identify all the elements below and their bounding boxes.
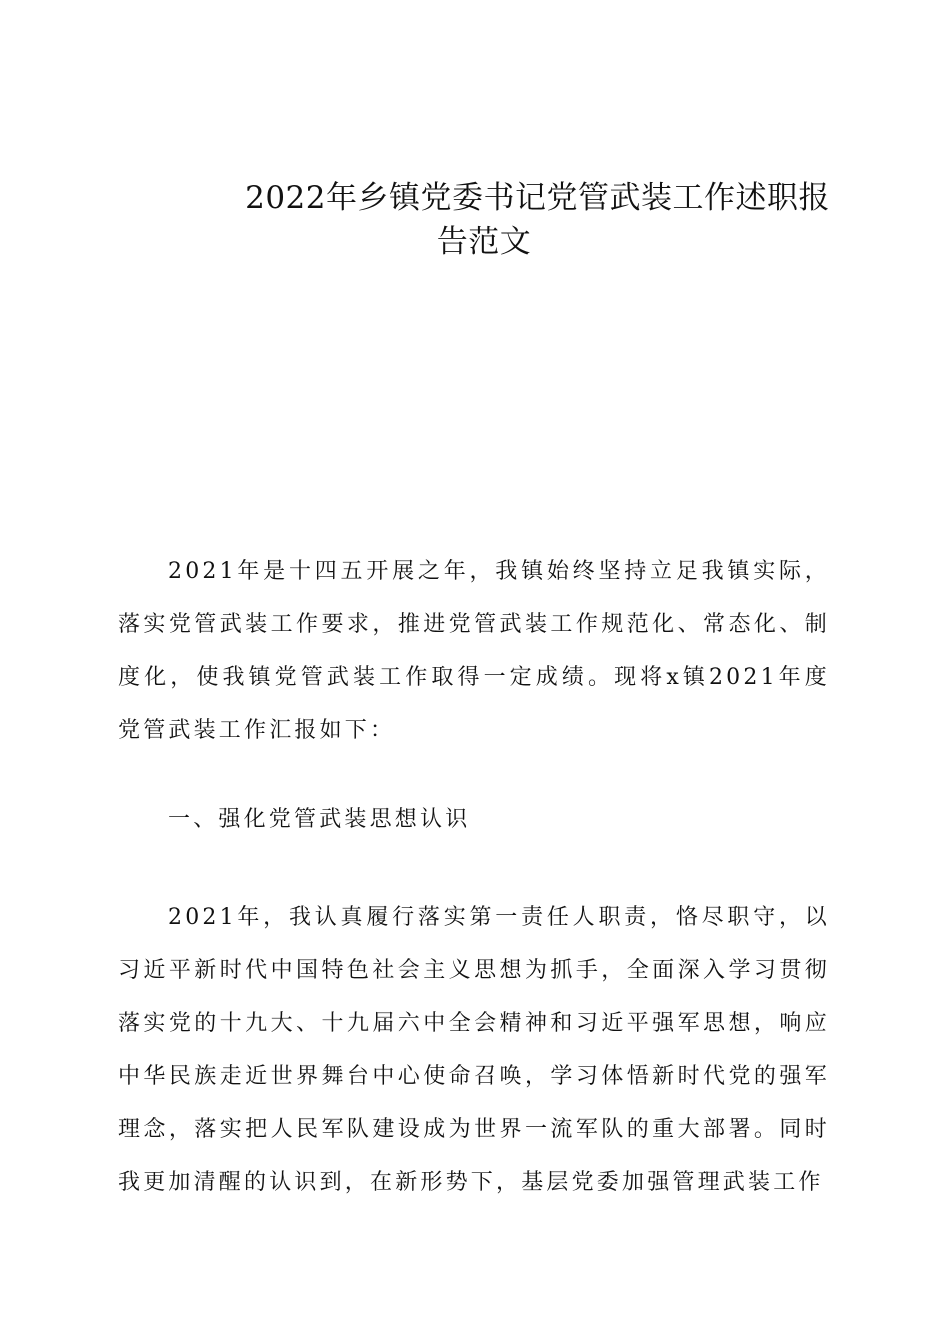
section-heading-1: 一、强化党管武装思想认识: [168, 807, 471, 832]
paragraph-intro: 2021年是十四五开展之年，我镇始终坚持立足我镇实际，落实党管武装工作要求，推进党管武装工作规范化、常态化、制度化，使我镇党管武装工作取得一定成绩。现将x镇2021年度党管武装工作汇报如下：: [118, 559, 830, 743]
title-line-1: 2022年乡镇党委书记党管武装工作述职报: [245, 180, 830, 216]
title-line-2: 告范文: [436, 224, 532, 260]
document-title: [118, 176, 830, 264]
paragraph-section-1: 2021年，我认真履行落实第一责任人职责，恪尽职守，以习近平新时代中国特色社会主义思想为抓手，全面深入学习贯彻落实党的十九大、十九届六中全会精神和习近平强军思想，响应中华民族走近世界舞台中心使命召唤，学习体悟新时代党的强军理念，落实把人民军队建设成为世界一流军队的重大部署。同时我更加清醒的认识到，在新形势下，基层党委加强管理武装工作: [118, 905, 830, 1195]
